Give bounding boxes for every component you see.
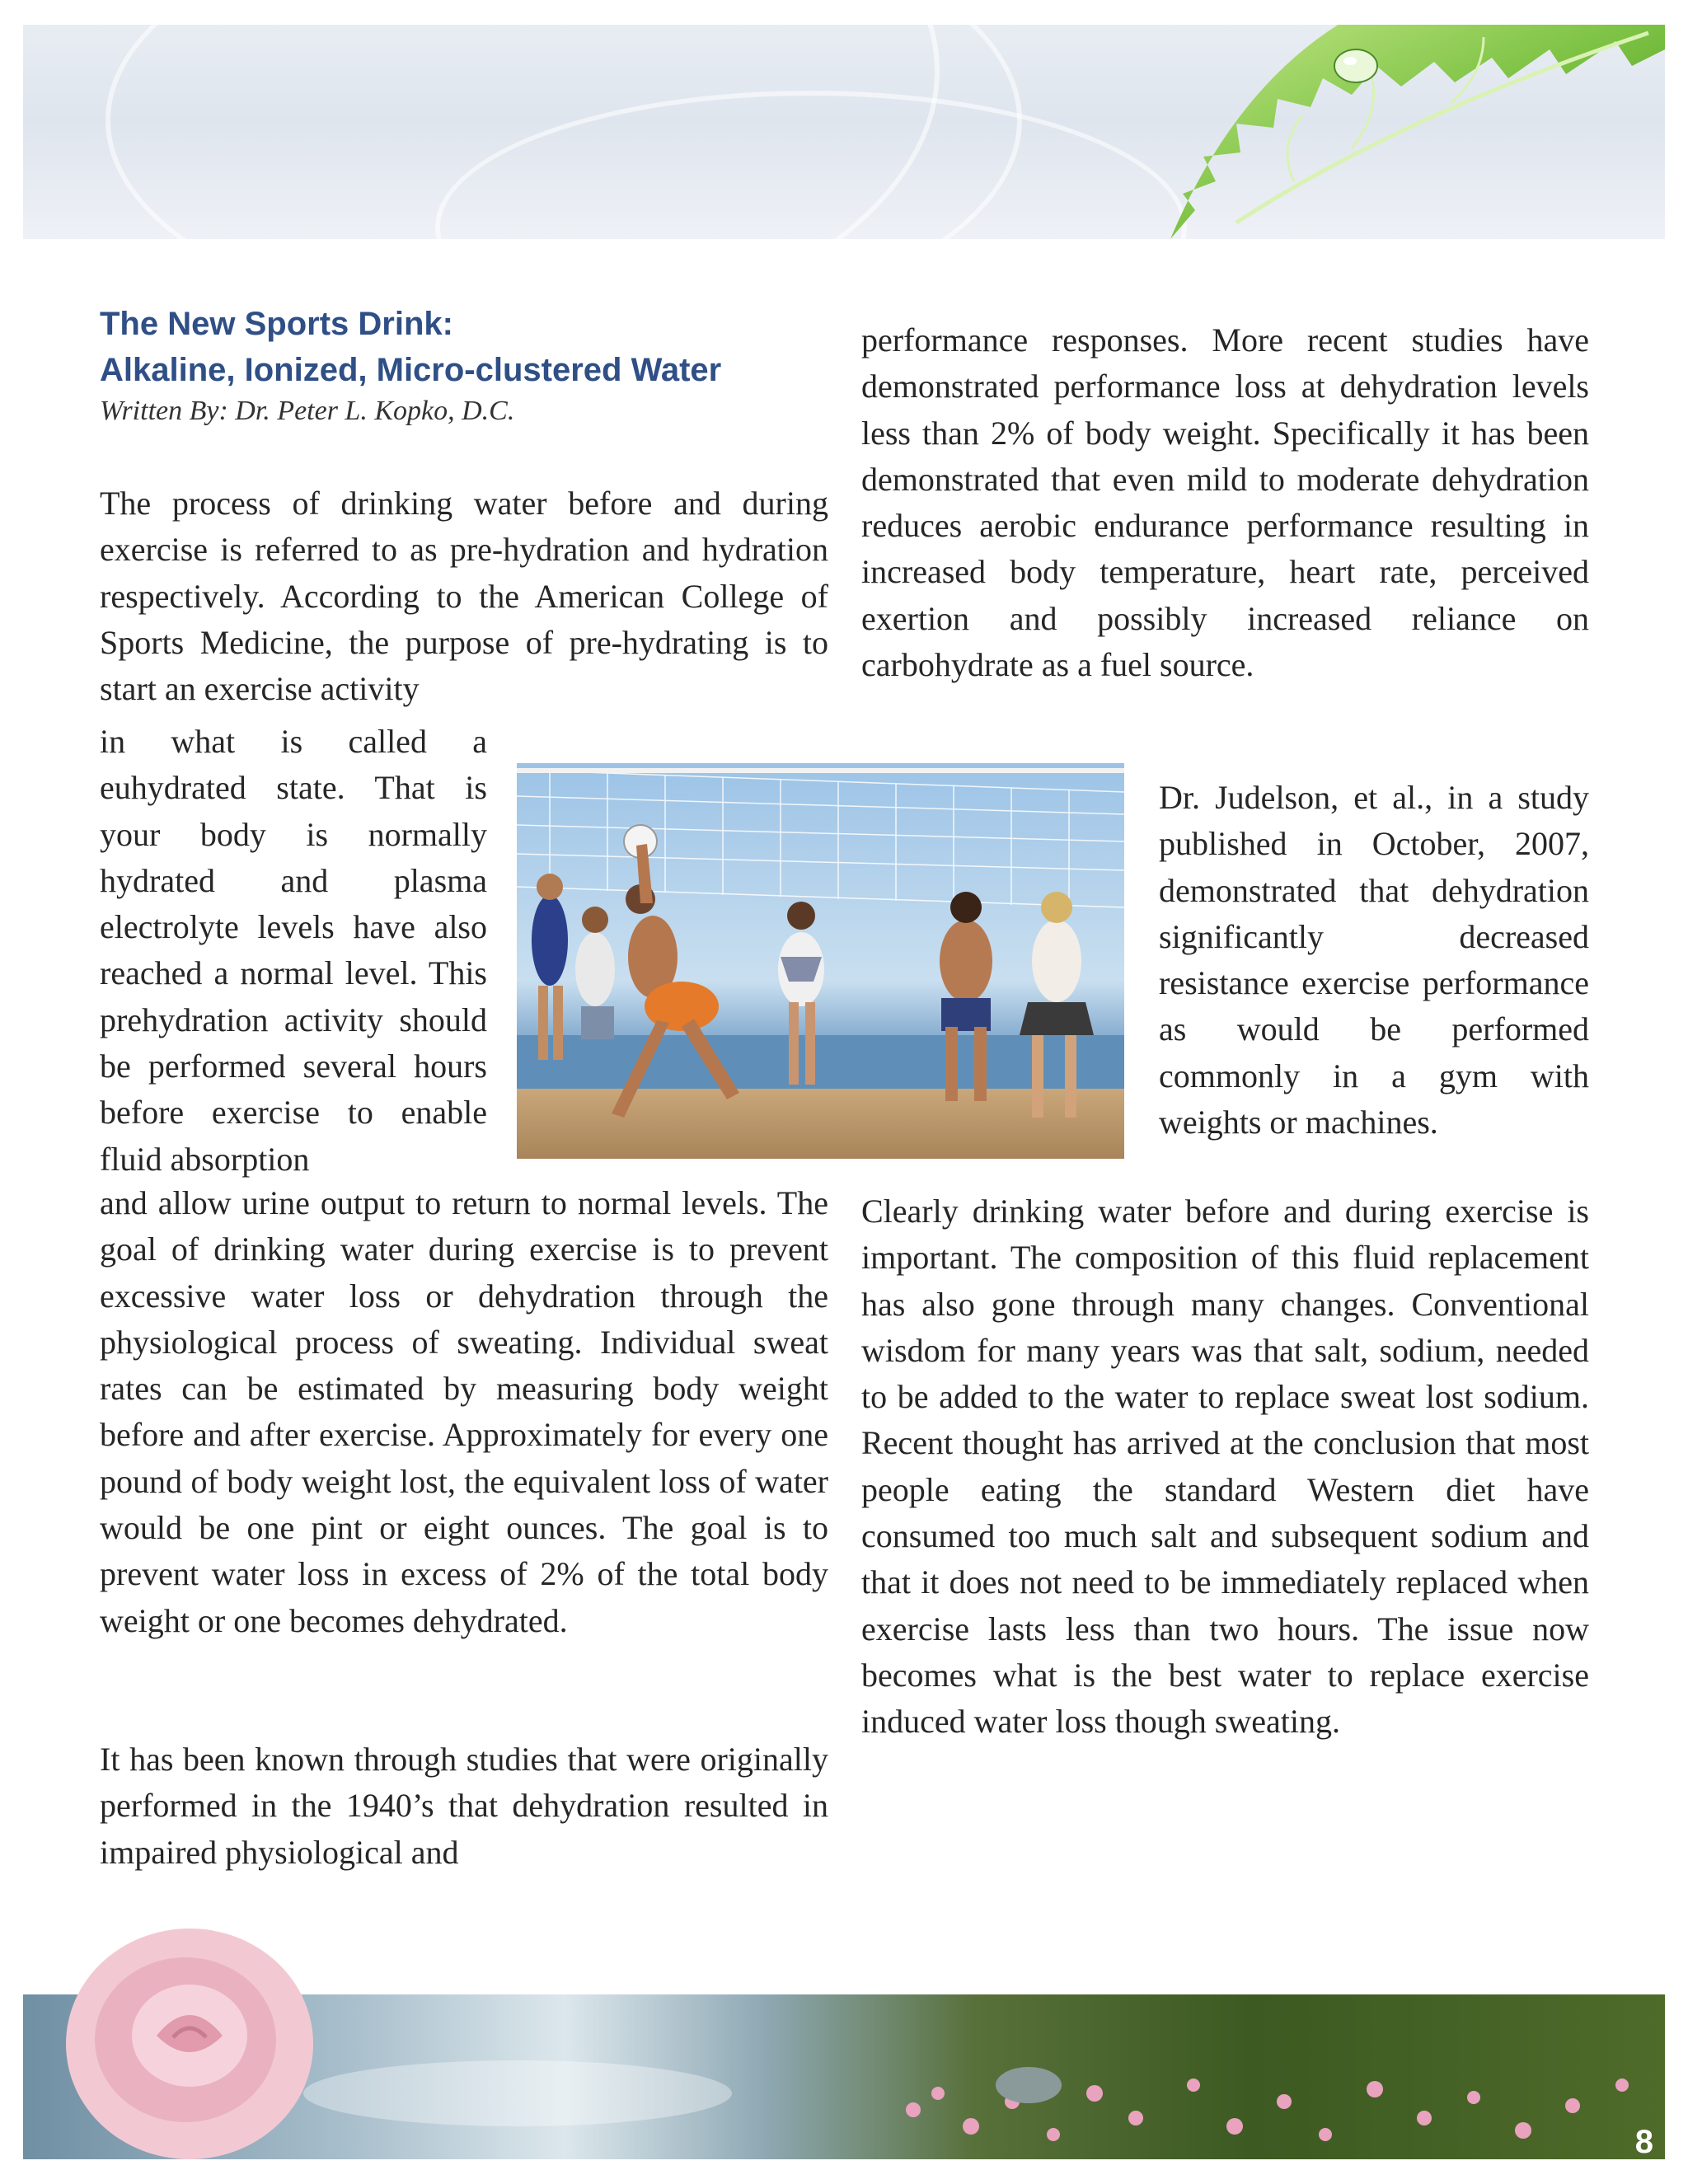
rose-icon [49,1896,330,2176]
page-number: 8 [1634,2124,1653,2160]
paragraph-2-continued: performance responses. More recent studies have demonstrated performance loss at dehydration levels less than 2% of body weight. Specifically it has been demonstrated that even mild to moderate dehydration reduces aerobic endurance performance resulting in increased body temperature, heart rate, perceived exertion and possibly increased reliance on carbohydrate as a fuel source. [861,321,1589,684]
paragraph-1-top: The process of drinking water before and during exercise is referred to as pre-hydration and hydration respectively. According to the American College of Sports Medicine, the purpose of pre-hydrating is to start an exercise activity [100,485,828,708]
paragraph-3: Dr. Judelson, et al., in a study published in October, 2007, demonstrated that dehydration significantly decreased resistance exercise performance as would be performed commonly in a gym with weights or machines. [1159,779,1589,1141]
paragraph-4: Clearly drinking water before and during exercise is important. The composition of this fluid replacement has also gone through many changes. Conventional wisdom for many years was that salt, sodium, needed to be added to the water to replace sweat lost sodium. Recent thought has arrived at the conclusion that most people eating the standard Western diet have consumed too much salt and subsequent sodium and that it does not need to be immediately replaced when exercise lasts less than two hours. The issue now becomes what is the best water to replace exercise induced water loss though sweating. [861,1193,1589,1741]
title-line-2: Alkaline, Ionized, Micro-clustered Water [100,352,722,388]
beach-volleyball-photo [517,763,1124,1159]
article-title [100,301,842,393]
top-banner [23,25,1665,239]
byline: Written By: Dr. Peter L. Kopko, D.C. [100,396,515,426]
paragraph-1-bottom: and allow urine output to return to normal levels. The goal of drinking water during exercise is to prevent excessive water loss or dehydration through the physiological process of sweating. Individual sweat rates can be estimated by measuring body weight before and after exercise. Approximately for every one pound of body weight lost, the equivalent loss of water would be one pint or eight ounces. The goal is to prevent water loss in excess of 2% of the total body weight or one becomes dehydrated. [100,1184,828,1639]
title-line-1: The New Sports Drink: [100,306,453,342]
paragraph-2: It has been known through studies that were originally performed in the 1940’s that dehydration resulted in impaired physiological and [100,1741,828,1871]
paragraph-1-wrap: in what is called a euhydrated state. That is your body is normally hydrated and plasma electrolyte levels have also reached a normal level. This prehydration activity should be performed several hours before exercise to enable fluid absorption [100,723,487,1178]
leaf-icon [1137,25,1665,239]
